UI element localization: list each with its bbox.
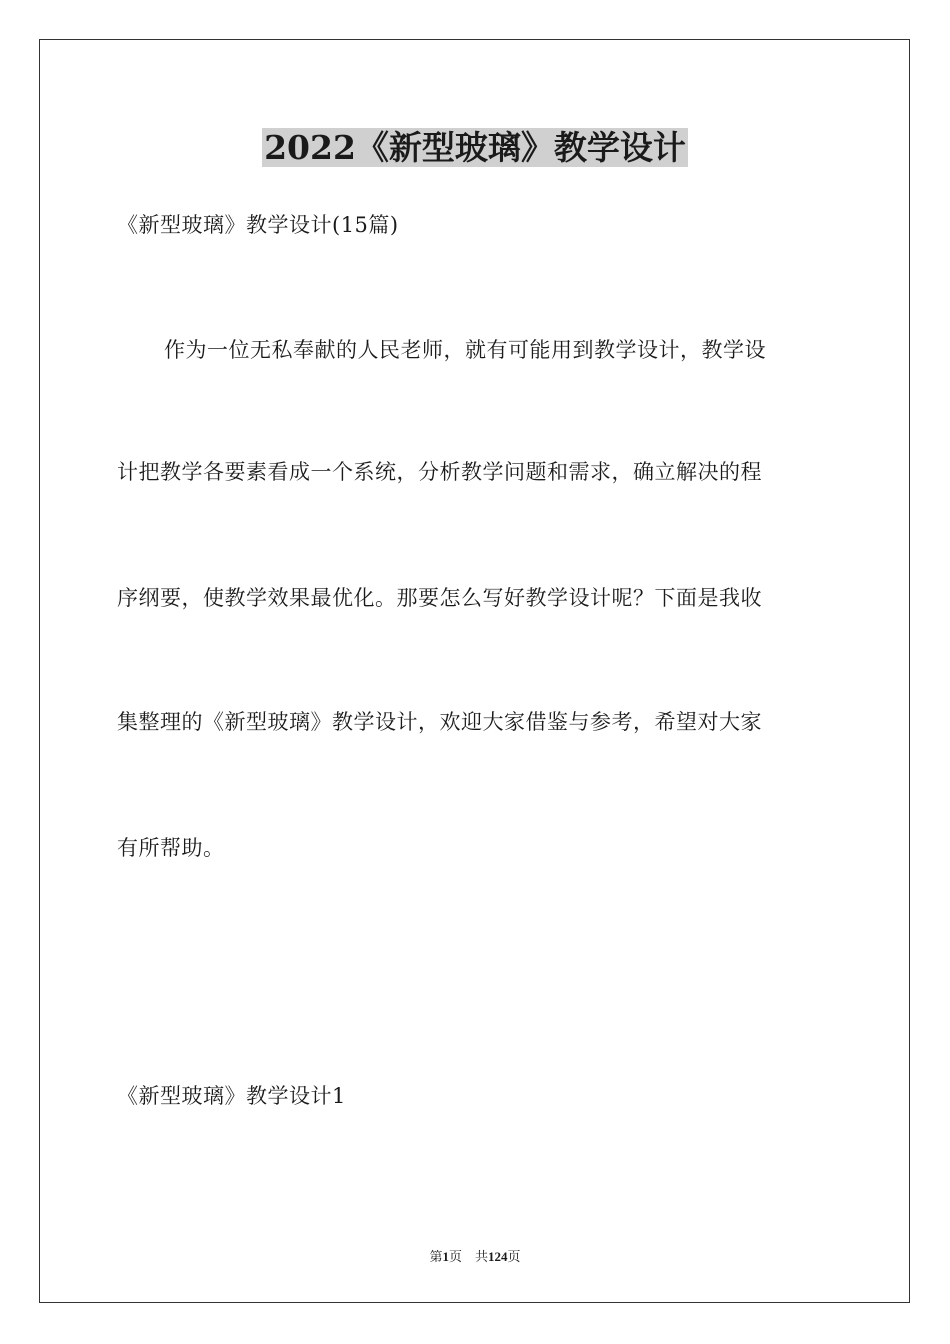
document-subtitle: 《新型玻璃》教学设计(15篇) [117, 213, 399, 237]
intro-line-3: 序纲要，使教学效果最优化。那要怎么写好教学设计呢？下面是我收 [117, 586, 762, 610]
document-title-text: 2022《新型玻璃》教学设计 [264, 128, 686, 167]
intro-line-5: 有所帮助。 [117, 836, 225, 860]
section-heading: 《新型玻璃》教学设计1 [117, 1084, 346, 1108]
footer-total-prefix: 共 [475, 1249, 489, 1264]
footer-total-suffix: 页 [507, 1249, 521, 1264]
footer-page-number: 1 [442, 1249, 449, 1264]
page-footer [0, 1248, 950, 1266]
document-title [0, 128, 950, 168]
footer-page-suffix: 页 [448, 1249, 462, 1264]
intro-line-2: 计把教学各要素看成一个系统，分析教学问题和需求，确立解决的程 [117, 460, 762, 484]
intro-line-4: 集整理的《新型玻璃》教学设计，欢迎大家借鉴与参考，希望对大家 [117, 710, 762, 734]
footer-total-pages: 124 [488, 1249, 508, 1264]
footer-prefix: 第 [429, 1249, 443, 1264]
intro-line-1: 作为一位无私奉献的人民老师，就有可能用到教学设计，教学设 [164, 338, 766, 362]
